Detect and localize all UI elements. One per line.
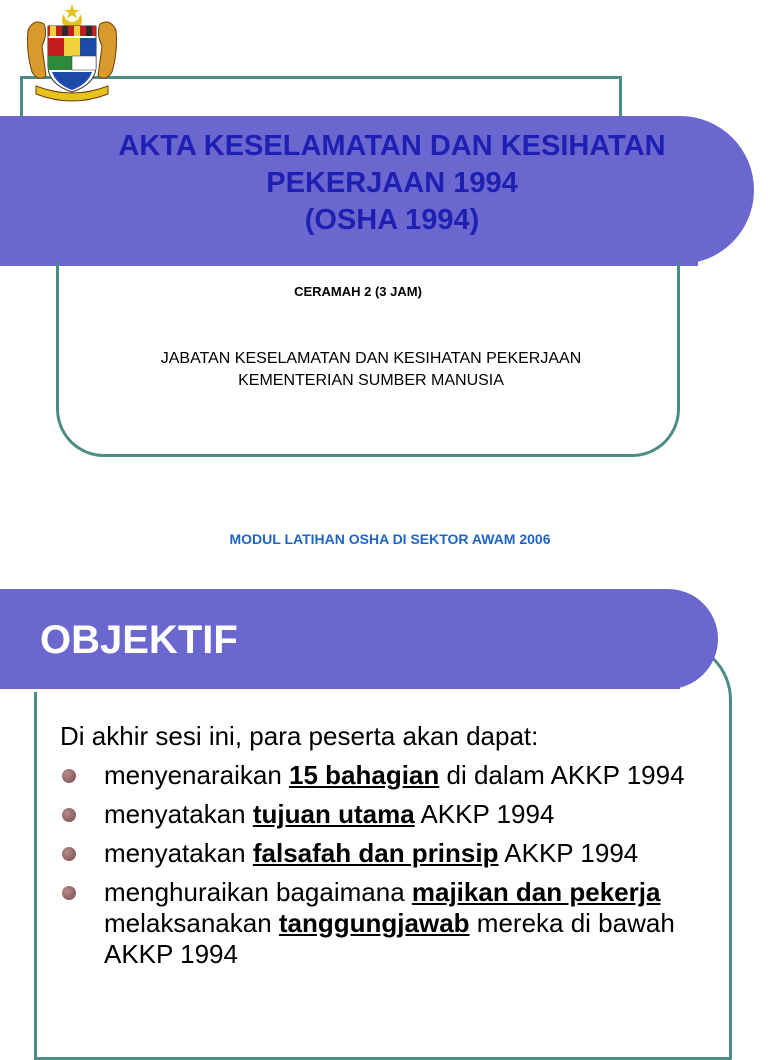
list-item-post: di dalam AKKP 1994 <box>439 760 685 790</box>
malaysia-coat-of-arms-icon <box>18 0 126 106</box>
list-item-pre: menyenaraikan <box>104 760 289 790</box>
slide-title <box>60 128 724 239</box>
department-text <box>0 348 742 392</box>
round-bullet-icon <box>62 808 76 822</box>
module-label: MODUL LATIHAN OSHA DI SEKTOR AWAM 2006 <box>229 531 551 547</box>
objective-title: OBJEKTIF <box>40 618 238 662</box>
list-item-emphasis-2: tanggungjawab <box>278 908 470 938</box>
list-item <box>60 799 720 830</box>
lecture-label: CERAMAH 2 (3 JAM) <box>294 284 422 299</box>
round-bullet-icon <box>62 769 76 783</box>
slide-title-line-1: AKTA KESELAMATAN DAN KESIHATAN <box>118 130 666 162</box>
list-item-pre: menyatakan <box>104 799 253 829</box>
list-item-emphasis: majikan dan pekerja <box>411 877 661 907</box>
round-bullet-icon <box>62 886 76 900</box>
list-item <box>60 838 720 869</box>
department-line-1: JABATAN KESELAMATAN DAN KESIHATAN PEKERJAAN <box>160 350 582 367</box>
list-item-mid: melaksanakan <box>104 908 279 938</box>
slide-title-line-3: (OSHA 1994) <box>304 204 480 236</box>
list-item-emphasis: falsafah dan prinsip <box>252 838 499 868</box>
list-item-post: AKKP 1994 <box>414 799 555 829</box>
objective-band-underline <box>0 684 680 692</box>
list-item-pre: menghuraikan bagaimana <box>104 877 412 907</box>
round-bullet-icon <box>62 847 76 861</box>
list-item-pre: menyatakan <box>104 838 253 868</box>
list-item <box>60 760 720 791</box>
objective-list <box>60 760 720 978</box>
list-item-emphasis: tujuan utama <box>252 799 415 829</box>
list-item <box>60 877 720 970</box>
department-line-2: KEMENTERIAN SUMBER MANUSIA <box>238 372 504 389</box>
list-item-post: mereka di bawah AKKP 1994 <box>104 908 675 969</box>
list-item-emphasis: 15 bahagian <box>289 760 440 790</box>
slide-title-line-2: PEKERJAAN 1994 <box>266 167 518 199</box>
objective-intro: Di akhir sesi ini, para peserta akan dapat: <box>60 721 539 751</box>
list-item-post: AKKP 1994 <box>498 838 639 868</box>
